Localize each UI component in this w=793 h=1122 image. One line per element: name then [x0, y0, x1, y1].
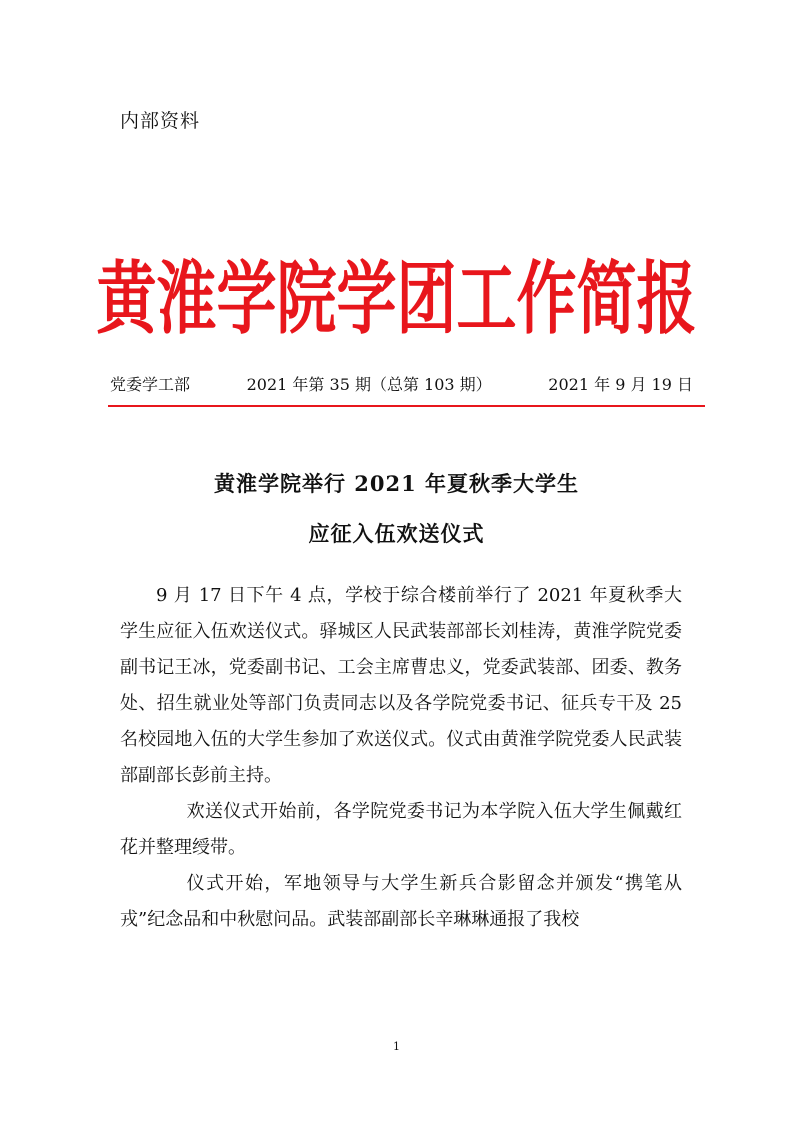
issue-line [110, 372, 693, 395]
red-divider [108, 405, 705, 407]
paragraph: 欢送仪式开始前，各学院党委书记为本学院入伍大学生佩戴红花并整理绶带。 [120, 801, 682, 858]
masthead-title: 黄淮学院学团工作简报 [96, 253, 697, 346]
issue-date: 2021 年 9 月 19 日 [548, 375, 693, 394]
article-title-line-2: 应征入伍欢送仪式 [308, 521, 485, 546]
article-title-line-1: 黄淮学院举行 2021 年夏秋季大学生 [213, 471, 580, 496]
article-body [120, 578, 682, 938]
issuing-department: 党委学工部 [110, 375, 191, 394]
page-number: 1 [393, 1040, 400, 1053]
issue-number: 2021 年第 35 期（总第 103 期） [246, 375, 492, 394]
paragraph: 仪式开始，军地领导与大学生新兵合影留念并颁发“携笔从戎”纪念品和中秋慰问品。武装部副部长辛琳琳通报了我校 [120, 873, 682, 930]
internal-label: 内部资料 [120, 110, 201, 132]
paragraph: 9 月 17 日下午 4 点，学校于综合楼前举行了 2021 年夏秋季大学生应征入伍欢送仪式。驿城区人民武装部部长刘桂涛，黄淮学院党委副书记王冰，党委副书记、工会主席曹忠义，党委武装部、团委、教务处、招生就业处等部门负责同志以及各学院党委书记、征兵专干及 25 名校园地入伍的大学生参加了欢送仪式。仪式由黄淮学院党委人民武装部副部长彭前主持。 [120, 585, 682, 786]
